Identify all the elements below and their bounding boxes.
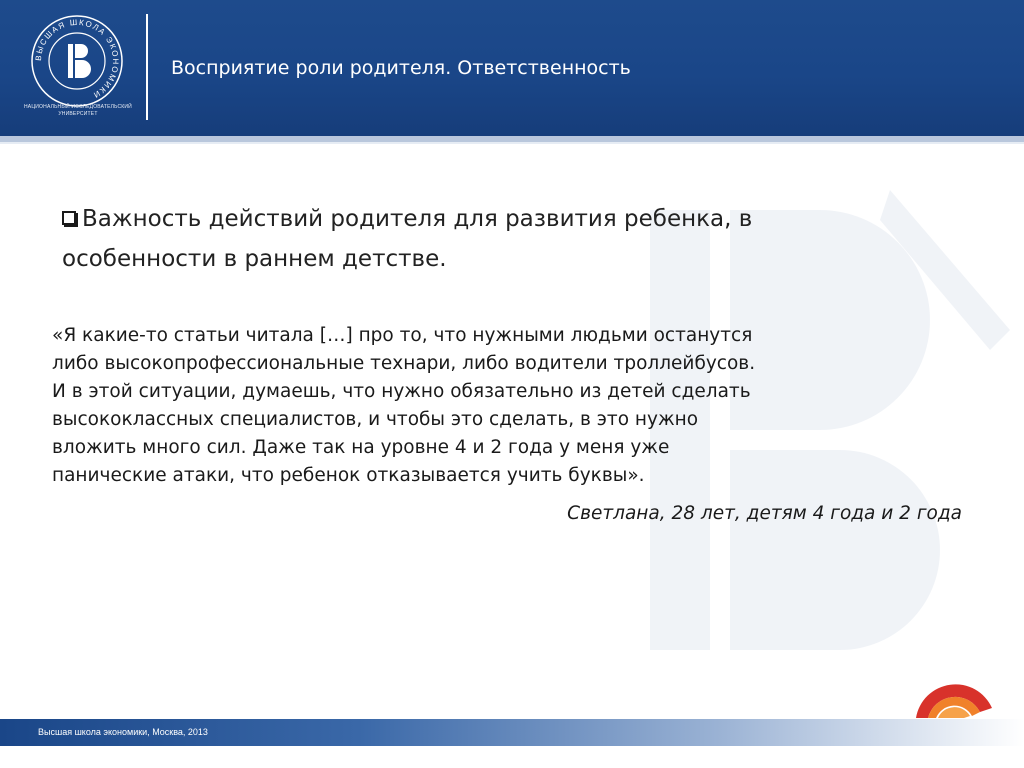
quote-line: вложить много сил. Даже так на уровне 4 и 2 года у меня уже [52,437,670,458]
institute-education-logo-icon [908,660,1000,720]
logo-ring-text: ВЫСШАЯ ШКОЛА ЭКОНОМИКИ [33,17,121,101]
header-divider [146,14,148,120]
quote-block [52,322,972,490]
bullet-line-2: особенности в раннем детстве. [62,246,447,272]
quote-line: панические атаки, что ребенок отказывается учить буквы». [52,465,645,486]
quote-line: высококлассных специалистов, и чтобы это сделать, в это нужно [52,409,699,430]
header-underline-light [0,142,1024,144]
hse-logo-icon [30,14,124,108]
svg-text:ВЫСШАЯ ШКОЛА ЭКОНОМИКИ [34,18,120,100]
bullet-line-1: Важность действий родителя для развития ребенка, в [82,206,753,232]
footer-text: Высшая школа экономики, Москва, 2013 [38,727,208,737]
checkbox-bullet-icon [62,211,76,225]
quote-line: И в этой ситуации, думаешь, что нужно обязательно из детей сделать [52,381,751,402]
bullet-point [62,199,962,279]
quote-line: «Я какие-то статьи читала […] про то, что нужными людьми останутся [52,325,753,346]
page-title: Восприятие роли родителя. Ответственность [171,57,631,79]
logo-caption: НАЦИОНАЛЬНЫЙ ИССЛЕДОВАТЕЛЬСКИЙ УНИВЕРСИТЕТ [24,104,132,117]
quote-line: либо высокопрофессиональные технари, либо водители троллейбусов. [52,353,756,374]
quote-signature: Светлана, 28 лет, детям 4 года и 2 года [567,503,962,524]
